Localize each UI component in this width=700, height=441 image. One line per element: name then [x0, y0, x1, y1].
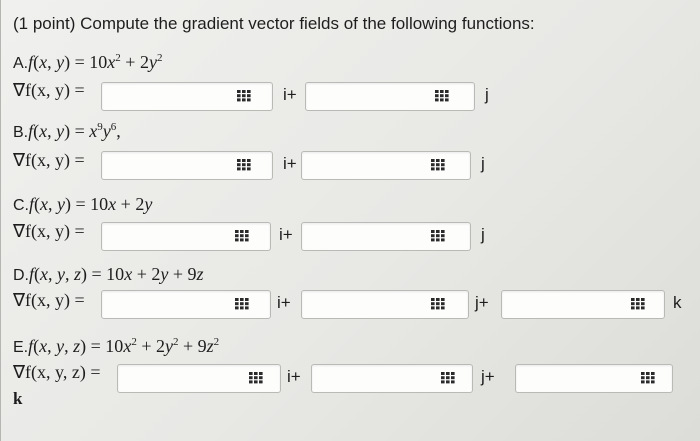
problem-c-gradient: ∇f(x, y) = [13, 221, 85, 241]
grid-icon[interactable] [237, 159, 251, 171]
problem-d-suffix-i: i+ [277, 293, 291, 312]
grid-icon[interactable] [235, 230, 249, 242]
problem-b-suffix-j: j [481, 154, 485, 173]
problem-a-input-j[interactable] [305, 82, 475, 111]
problem-title: (1 point) Compute the gradient vector fields of the following functions: [13, 14, 535, 33]
problem-e-gradient: ∇f(x, y, z) = [13, 362, 101, 382]
problem-a-function: A.f(x, $y) = 10x^2 + 2y^2$ [13, 52, 163, 72]
grid-icon[interactable] [249, 372, 263, 384]
problem-e-suffix-j: j+ [481, 367, 495, 386]
problem-a-suffix-j: j [485, 85, 489, 104]
grid-icon[interactable] [431, 298, 445, 310]
problem-d-suffix-k: k [673, 293, 682, 312]
grid-icon[interactable] [431, 159, 445, 171]
problem-d-gradient: ∇f(x, y) = [13, 290, 85, 310]
problem-e-suffix-i: i+ [287, 367, 301, 386]
problem-c-input-j[interactable] [301, 222, 471, 251]
problem-a-gradient: ∇f(x, y) = [13, 80, 85, 100]
grid-icon[interactable] [431, 230, 445, 242]
problem-d-suffix-j: j+ [475, 293, 489, 312]
problem-b-suffix-i: i+ [283, 154, 297, 173]
problem-e-function: E.f(x, y, $z) = 10x^2 + 2y^2 + 9z^2$ [13, 336, 220, 356]
grid-icon[interactable] [641, 372, 655, 384]
problem-b-function: B.f(x, $y) = x^9y^6$, [13, 121, 121, 141]
problem-c-function: C.f(x, y) = 10x + 2y [13, 194, 153, 214]
problem-c-suffix-j: j [481, 225, 485, 244]
grid-icon[interactable] [631, 298, 645, 310]
problem-b-gradient: ∇f(x, y) = [13, 150, 85, 170]
grid-icon[interactable] [237, 90, 251, 102]
grid-icon[interactable] [235, 298, 249, 310]
problem-d-function: D.f(x, y, z) = 10x + 2y + 9z [13, 264, 204, 284]
problem-a-suffix-i: i+ [283, 85, 297, 104]
grid-icon[interactable] [441, 372, 455, 384]
problem-e-suffix-k: k [13, 389, 23, 408]
grid-icon[interactable] [435, 90, 449, 102]
problem-c-suffix-i: i+ [279, 225, 293, 244]
problem-b-input-j[interactable] [301, 151, 471, 180]
